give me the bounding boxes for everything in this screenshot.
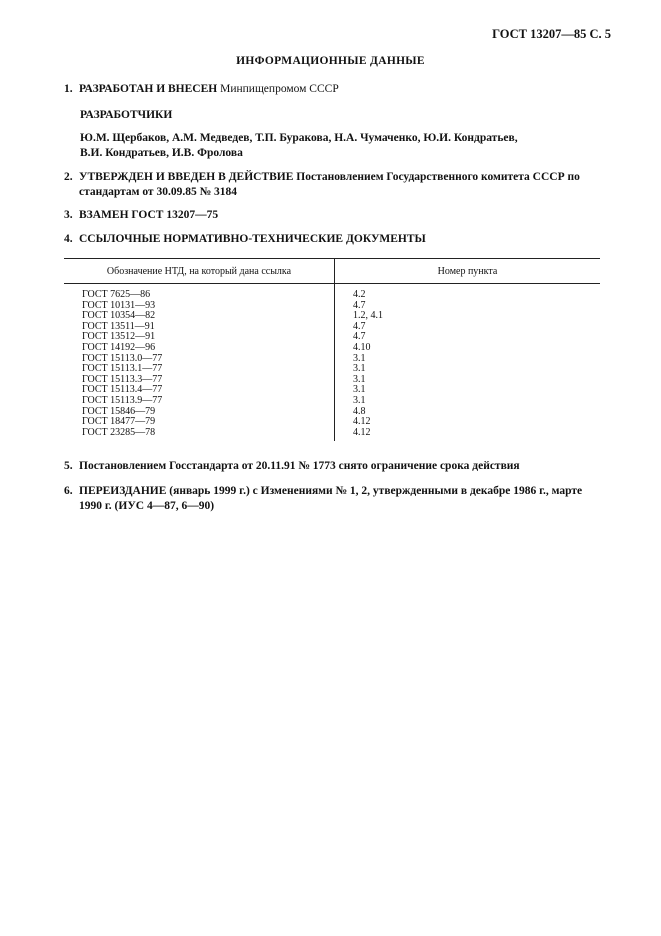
item-text: Постановлением Государственного комитета СССР по — [296, 171, 580, 183]
item-references — [64, 232, 604, 247]
cell-document: ГОСТ 15113.0—77 — [64, 354, 335, 365]
item-text: стандартам от 30.09.85 № 3184 — [79, 186, 238, 198]
cell-clause: 3.1 — [353, 394, 366, 406]
item-replaces — [64, 208, 604, 223]
item-number: 5. — [64, 460, 73, 472]
table-body — [64, 284, 600, 442]
cell-document: ГОСТ 13511—91 — [64, 322, 335, 333]
item-text: ССЫЛОЧНЫЕ НОРМАТИВНО-ТЕХНИЧЕСКИЕ ДОКУМЕНТЫ — [79, 233, 426, 245]
page-header-ref: ГОСТ 13207—85 С. 5 — [492, 27, 611, 41]
page-title: ИНФОРМАЦИОННЫЕ ДАННЫЕ — [236, 55, 425, 67]
table-row — [64, 343, 600, 354]
cell-document: ГОСТ 13512—91 — [64, 332, 335, 343]
item-number: 6. — [64, 485, 73, 497]
cell-document: ГОСТ 15846—79 — [64, 407, 335, 418]
item-limitation-removed — [64, 459, 604, 474]
cell-clause: 3.1 — [353, 352, 366, 364]
item-text: Минпищепромом СССР — [220, 83, 339, 95]
item-number: 3. — [64, 209, 73, 221]
cell-clause: 3.1 — [353, 384, 366, 396]
item-number: 1. — [64, 83, 73, 95]
cell-document: ГОСТ 15113.3—77 — [64, 375, 335, 386]
cell-document: ГОСТ 15113.9—77 — [64, 396, 335, 407]
item-text: ВЗАМЕН ГОСТ 13207—75 — [79, 209, 219, 221]
cell-clause: 4.12 — [353, 426, 371, 438]
cell-document: ГОСТ 15113.4—77 — [64, 385, 335, 396]
table-row — [64, 284, 600, 301]
cell-clause: 4.12 — [353, 416, 371, 428]
table-header-row — [64, 259, 600, 284]
cell-clause: 3.1 — [353, 373, 366, 385]
item-text: Постановлением Госстандарта от 20.11.91 № 1773 снято ограничение срока действия — [79, 460, 520, 472]
cell-document: ГОСТ 10354—82 — [64, 311, 335, 322]
developers-label: РАЗРАБОТЧИКИ — [80, 109, 173, 121]
item-number: 4. — [64, 233, 73, 245]
developers-line: В.И. Кондратьев, И.В. Фролова — [80, 147, 243, 159]
item-developed-by — [64, 82, 604, 97]
cell-clause: 4.7 — [353, 331, 366, 343]
cell-clause: 4.7 — [353, 320, 366, 332]
table-row — [64, 396, 600, 407]
item-number: 2. — [64, 171, 73, 183]
column-header-clause: Номер пункта — [335, 259, 601, 284]
cell-document: ГОСТ 15113.1—77 — [64, 364, 335, 375]
item-lead: УТВЕРЖДЕН И ВВЕДЕН В ДЕЙСТВИЕ — [79, 171, 294, 183]
cell-document: ГОСТ 7625—86 — [64, 284, 335, 301]
item-reissue — [64, 484, 604, 514]
developers-list — [80, 131, 604, 161]
cell-clause: 1.2, 4.1 — [353, 310, 383, 322]
cell-document: ГОСТ 10131—93 — [64, 301, 335, 312]
item-lead: РАЗРАБОТАН И ВНЕСЕН — [79, 83, 218, 95]
developers-line: Ю.М. Щербаков, А.М. Медведев, Т.П. Буракова, Н.А. Чумаченко, Ю.И. Кондратьев, — [80, 132, 518, 144]
table-row — [64, 428, 600, 442]
references-table — [64, 258, 600, 441]
column-header-document: Обозначение НТД, на который дана ссылка — [64, 259, 335, 284]
item-text: 1990 г. (ИУС 4—87, 6—90) — [79, 500, 215, 512]
cell-document: ГОСТ 23285—78 — [64, 428, 335, 442]
cell-clause: 3.1 — [353, 363, 366, 375]
cell-clause: 4.2 — [353, 289, 366, 300]
item-text: ПЕРЕИЗДАНИЕ (январь 1999 г.) с Изменениями № 1, 2, утвержденными в декабре 1986 г., марте — [79, 485, 583, 497]
cell-document: ГОСТ 14192—96 — [64, 343, 335, 354]
cell-clause: 4.8 — [353, 405, 366, 417]
cell-clause: 4.7 — [353, 299, 366, 311]
cell-clause: 4.10 — [353, 341, 371, 353]
item-approved — [64, 170, 604, 200]
cell-document: ГОСТ 18477—79 — [64, 417, 335, 428]
